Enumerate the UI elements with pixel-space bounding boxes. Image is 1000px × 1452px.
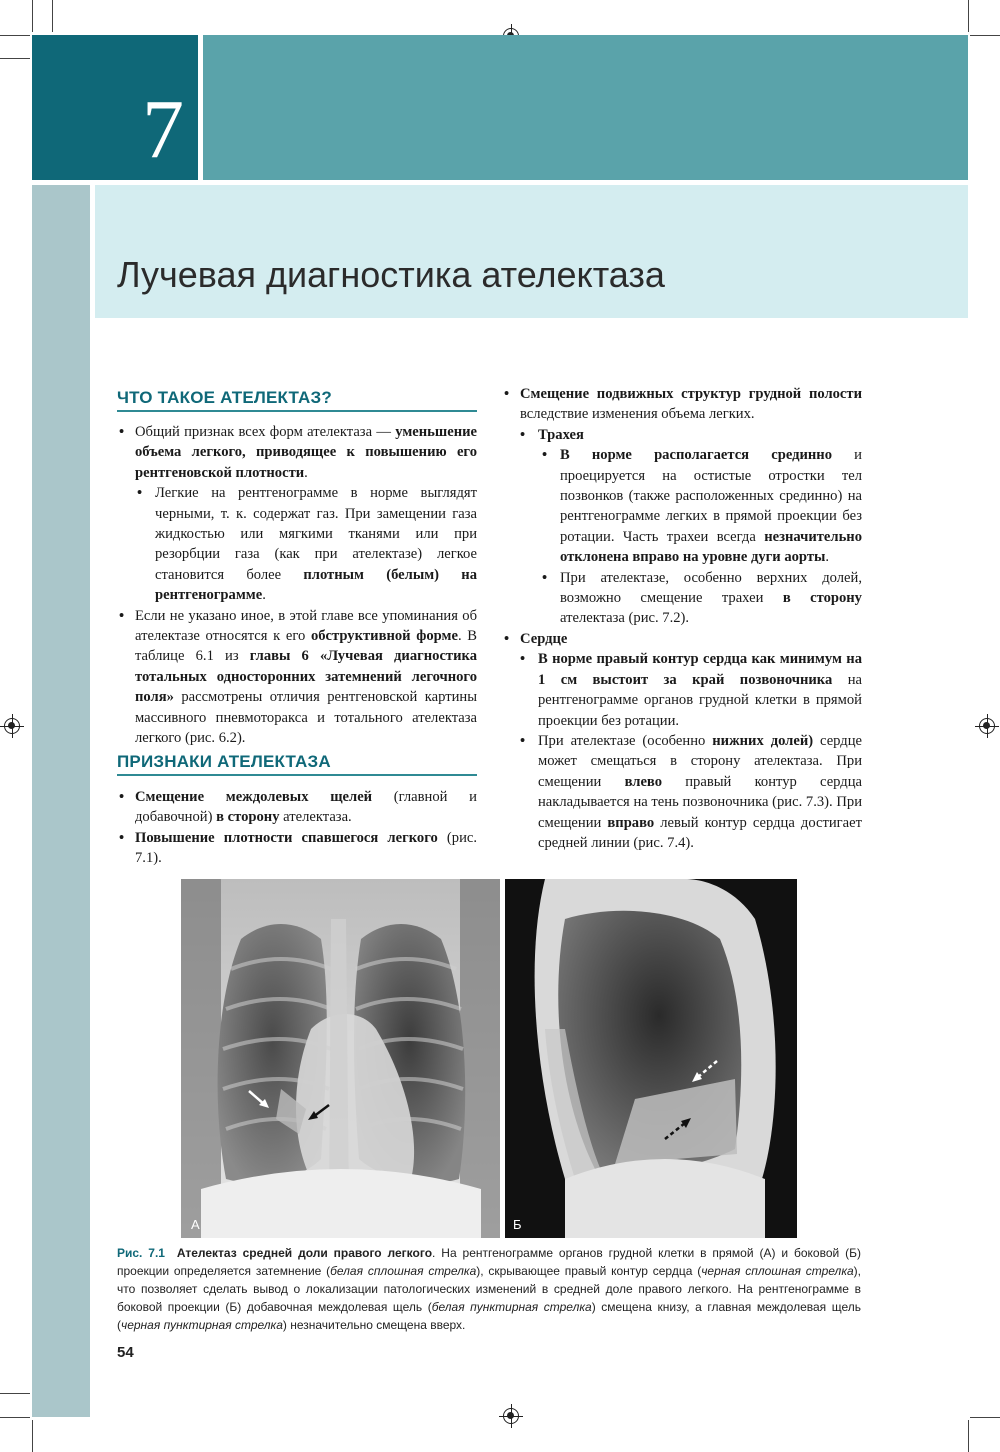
crop-mark [968,1420,969,1452]
xray-lateral-image [505,879,797,1238]
list-item: • В норме правый контур сердца как минимум на 1 см выстоит за край позвоночника на рентгенограмме органов грудной клетки в прямой проекции без ротации. [502,649,862,731]
crop-mark [52,0,53,32]
list-item: • Повышение плотности спавшегося легкого (рис. 7.1). [117,828,477,869]
column-left-upper [117,422,477,749]
page-number: 54 [117,1344,134,1361]
crop-mark [0,1417,30,1418]
crop-mark [970,35,1000,36]
list-item: • При ателектазе, особенно верхних долей, возможно смещение трахеи в сторону ателектаза (рис. 7.2). [502,568,862,629]
figure-caption: Рис. 7.1 Ателектаз средней доли правого легкого. На рентгенограмме органов грудной клетки в прямой (А) и боковой (Б) проекции определяется затемнение (белая сплошная стрелка), скрывающее правый контур сердца (черная сплошная стрелка), что позволяет сделать вывод о локализации патологических изменений в средней доле правого легкого. На рентгенограмме в боковой проекции (Б) добавочная междолевая щель (белая пунктирная стрелка) смещена книзу, а главная междолевая щель (черная пунктирная стрелка) незначительно смещена вверх. [117,1246,862,1332]
title-band [95,185,968,318]
column-right [502,384,862,853]
section-heading-what-is: ЧТО ТАКОЕ АТЕЛЕКТАЗ? [117,388,332,407]
list-item: • Общий признак всех форм ателектаза — уменьшение объема легкого, приводящее к повышению его рентгеновской плотности. [117,422,477,483]
crop-mark [32,0,33,32]
list-item: • В норме располагается срединно и проецируется на остистые отростки тел позвонков (также расположенных срединно) на рентгенограмме легких в прямой проекции без ротации. Часть трахеи всегда незначительно отклонена вправо на уровне дуги аорты. [502,445,862,567]
section-heading-signs: ПРИЗНАКИ АТЕЛЕКТАЗА [117,752,331,771]
xray-lateral-drawing [505,879,797,1238]
list-item: • Сердце [502,629,862,649]
crop-mark [0,35,30,36]
xray-frontal-drawing [181,879,500,1238]
side-stripe [32,185,90,1417]
list-item: • Легкие на рентгенограмме в норме выглядят черными, т. к. содержат газ. При замещении газа жидкостью или мягкими тканями или при резорбции газа (как при ателектазе) легкое становится более плотным (белым) на рентгенограмме. [117,483,477,605]
crop-mark [0,1393,30,1394]
figure-label-b: Б [513,1217,522,1232]
section-rule [117,774,477,776]
list-item: • Смещение подвижных структур грудной полости вследствие изменения объема легких. [502,384,862,425]
figure-label-a: А [191,1217,200,1232]
registration-mark-icon [4,718,20,734]
crop-mark [0,58,30,59]
xray-frontal-image [181,879,500,1238]
list-item: • Трахея [502,425,862,445]
list-item: • Если не указано иное, в этой главе все упоминания об ателектазе относятся к его обструктивной форме. В таблице 6.1 из главы 6 «Лучевая диагностика тотальных односторонних затемнений легочного поля» рассмотрены отличия рентгеновской картины массивного пневмоторакса и тотального ателектаза легкого (рис. 6.2). [117,606,477,749]
header-band [203,35,968,180]
chapter-title: Лучевая диагностика ателектаза [117,254,665,295]
chapter-number-block [32,35,198,180]
crop-mark [968,0,969,32]
crop-mark [32,1420,33,1452]
registration-mark-icon [503,1408,519,1424]
crop-mark [970,1417,1000,1418]
registration-mark-icon [979,718,995,734]
column-left-lower [117,787,477,869]
list-item: • При ателектазе (особенно нижних долей) сердце может смещаться в сторону ателектаза. При смещении влево правый контур сердца накладывается на тень позвоночника (рис. 7.3). При смещении вправо левый контур сердца достигает средней линии (рис. 7.4). [502,731,862,853]
section-rule [117,410,477,412]
list-item: • Смещение междолевых щелей (главной и добавочной) в сторону ателектаза. [117,787,477,828]
chapter-number: 7 [142,83,184,176]
